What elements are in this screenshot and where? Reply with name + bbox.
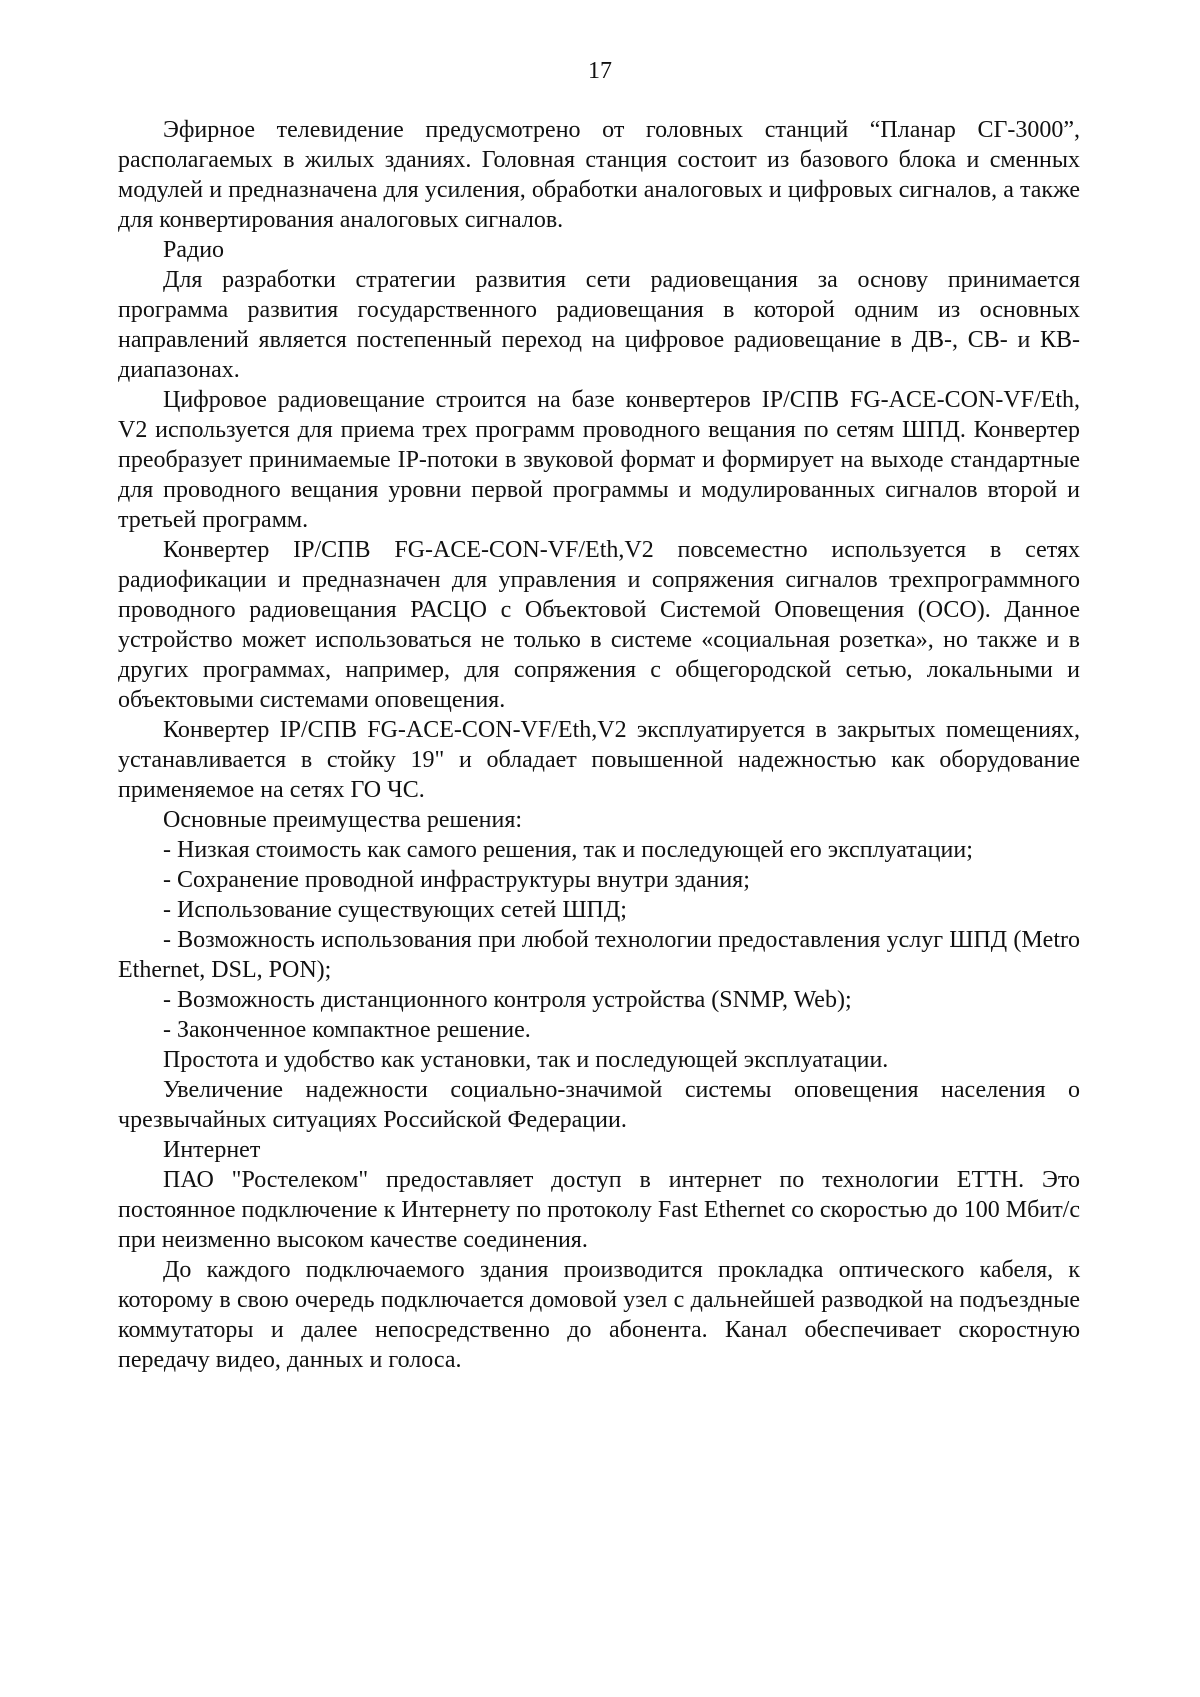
section-heading-internet: Интернет xyxy=(163,1137,261,1163)
list-item-remote-control: - Возможность дистанционного контроля устройства (SNMP, Web); xyxy=(163,987,852,1013)
document-body xyxy=(118,115,1080,1375)
page-number: 17 xyxy=(588,58,612,84)
list-item-low-cost: - Низкая стоимость как самого решения, так и последующей его эксплуатации; xyxy=(163,837,973,863)
paragraph-digital-radio: Цифровое радиовещание строится на базе конвертеров IP/СПВ FG-ACE-CON-VF/Eth, V2 используется для приема трех программ проводного вещания по сетям ШПД. Конвертер преобразует принимаемые IP-потоки в звуковой формат и формирует на выходе стандартные для проводного вещания уровни первой программы и модулированных сигналов второй и третьей программ. xyxy=(118,387,1080,533)
paragraph-converter-usage: Конвертер IP/СПВ FG-ACE-CON-VF/Eth,V2 повсеместно используется в сетях радиофикации и предназначен для управления и сопряжения сигналов трехпрограммного проводного радиовещания РАСЦО с Объектовой Системой Оповещения (ОСО). Данное устройство может использоваться не только в системе «социальная розетка», но также и в других программах, например, для сопряжения с общегородской сетью, локальными и объектовыми системами оповещения. xyxy=(118,537,1080,713)
paragraph-broadcast-tv: Эфирное телевидение предусмотрено от головных станций “Планар СГ-3000”, располагаемых в жилых зданиях. Головная станция состоит из базового блока и сменных модулей и предназначена для усиления, обработки аналоговых и цифровых сигналов, а также для конвертирования аналоговых сигналов. xyxy=(118,117,1080,233)
paragraph-reliability: Увеличение надежности социально-значимой системы оповещения населения о чрезвычайных ситуациях Российской Федерации. xyxy=(118,1077,1080,1133)
paragraph-converter-operation: Конвертер IP/СПВ FG-ACE-CON-VF/Eth,V2 эксплуатируется в закрытых помещениях, устанавливается в стойку 19" и обладает повышенной надежностью как оборудование применяемое на сетях ГО ЧС. xyxy=(118,717,1080,803)
list-item-any-technology: - Возможность использования при любой технологии предоставления услуг ШПД (Metro Ethernet, DSL, PON); xyxy=(118,927,1080,983)
list-item-infrastructure: - Сохранение проводной инфраструктуры внутри здания; xyxy=(163,867,750,893)
paragraph-optical-cable: До каждого подключаемого здания производится прокладка оптического кабеля, к которому в свою очередь подключается домовой узел с дальнейшей разводкой на подъездные коммутаторы и далее непосредственно до абонента. Канал обеспечивает скоростную передачу видео, данных и голоса. xyxy=(118,1257,1080,1373)
paragraph-radio-strategy: Для разработки стратегии развития сети радиовещания за основу принимается программа развития государственного радиовещания в которой одним из основных направлений является постепенный переход на цифровое радиовещание в ДВ-, СВ- и КВ-диапазонах. xyxy=(118,267,1080,383)
list-item-existing-networks: - Использование существующих сетей ШПД; xyxy=(163,897,627,923)
paragraph-simplicity: Простота и удобство как установки, так и последующей эксплуатации. xyxy=(163,1047,889,1073)
paragraph-internet-access: ПАО "Ростелеком" предоставляет доступ в интернет по технологии ETTH. Это постоянное подключение к Интернету по протоколу Fast Ethernet со скоростью до 100 Мбит/с при неизменно высоком качестве соединения. xyxy=(118,1167,1080,1253)
list-item-compact-solution: - Законченное компактное решение. xyxy=(163,1017,531,1043)
section-heading-radio: Радио xyxy=(163,237,225,263)
paragraph-advantages-intro: Основные преимущества решения: xyxy=(163,807,523,833)
